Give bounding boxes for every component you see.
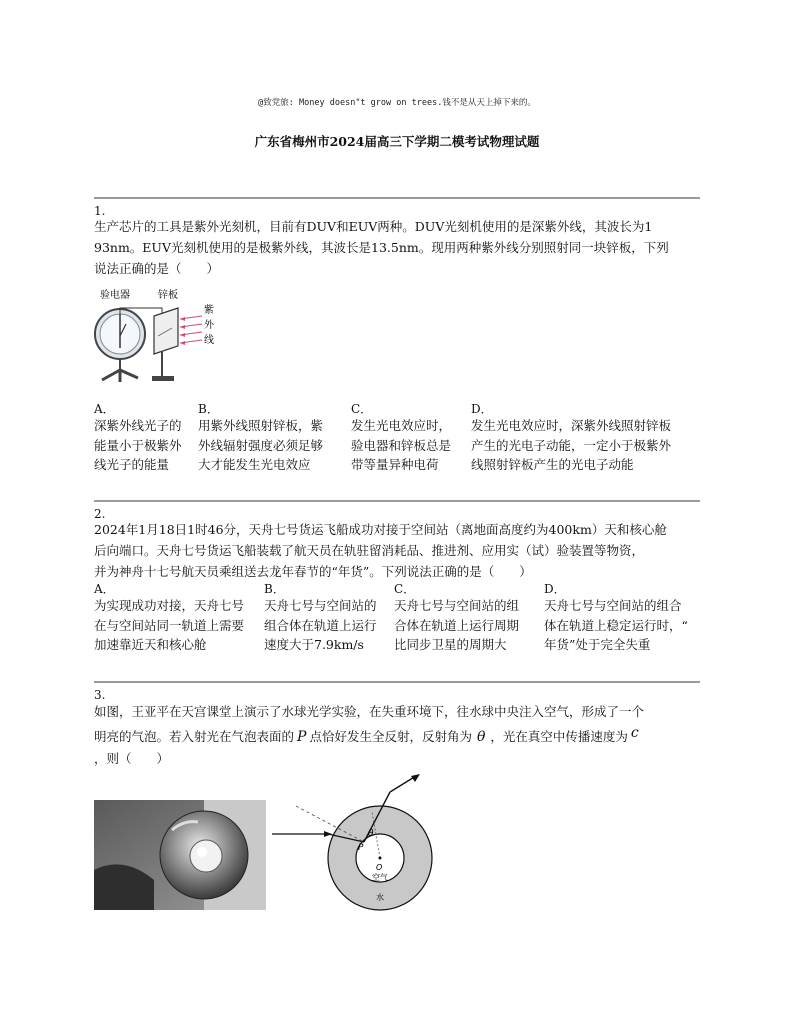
point-p-label: P xyxy=(358,843,364,853)
option-label: D． xyxy=(471,402,493,416)
option-label: C． xyxy=(394,582,416,596)
symbol-p: P xyxy=(297,729,307,745)
question-1-stem-line: 93nm。EUV光刻机使用的是极紫外线，其波长是13.5nm。现用两种紫外线分别照射同一块锌板，下列 xyxy=(94,240,669,255)
question-2-option-d[interactable]: D． 天舟七号与空间站的组合 体在轨道上稳定运行时，“ 年货”处于完全失重 xyxy=(544,582,700,655)
uv-label-char: 外 xyxy=(204,320,214,331)
question-1-stem xyxy=(94,216,700,279)
divider-q3 xyxy=(94,681,700,683)
question-1-option-d[interactable]: D． 发生光电效应时，深紫外线照射锌板 产生的光电子动能，一定小于极紫外 线照射锌板产生的光电子动能 xyxy=(471,402,700,475)
water-ball-photo xyxy=(94,800,266,910)
option-label: B． xyxy=(264,582,285,596)
question-1-option-b[interactable]: B． 用紫外线照射锌板，紫 外线辐射强度必须足够 大才能发生光电效应 xyxy=(198,402,348,475)
symbol-theta: θ xyxy=(476,729,486,745)
air-bubble xyxy=(190,840,222,872)
header-motto: @致党旅: Money doesn"t grow on trees.钱不是从天上掉下来的。 xyxy=(258,98,536,108)
question-2-stem-line: 并为神舟十七号航天员乘组送去龙年春节的“年货”。下列说法正确的是（ ） xyxy=(94,564,532,579)
option-label: B． xyxy=(198,402,219,416)
question-1-stem-line: 说法正确的是（ ） xyxy=(94,261,220,276)
water-label: 水 xyxy=(376,893,384,902)
zinc-plate-label: 锌板 xyxy=(158,290,178,301)
option-label: A． xyxy=(94,402,115,416)
theta-label: θ xyxy=(368,829,374,839)
question-3-stem-line: 如图，王亚平在天宫课堂上演示了水球光学实验，在失重环境下，往水球中央注入空气，形成了一个 xyxy=(94,704,645,719)
question-3-diagram xyxy=(266,766,446,916)
question-2-option-a[interactable]: A． 为实现成功对接，天舟七号 在与空间站同一轨道上需要 加速靠近天和核心舱 xyxy=(94,582,262,655)
center-o-label: O xyxy=(376,863,383,872)
option-label: C． xyxy=(351,402,373,416)
divider-q2 xyxy=(94,500,700,502)
question-3-stem-line: 明亮的气泡。若入射光在气泡表面的 P 点恰好发生全反射，反射角为 θ ，光在真空中传播速度为 c xyxy=(94,726,700,748)
question-2-option-c[interactable]: C． 天舟七号与空间站的组 合体在轨道上运行周期 比同步卫星的周期大 xyxy=(394,582,538,655)
air-label: 空气 xyxy=(372,873,388,882)
question-3-number: 3. xyxy=(94,688,106,702)
question-2-option-b[interactable]: B． 天舟七号与空间站的 组合体在轨道上运行 速度大于7.9km/s xyxy=(264,582,392,655)
question-3-stem-line: ，则（ ） xyxy=(94,751,170,766)
question-2-stem-line: 2024年1月18日1时46分，天舟七号货运飞船成功对接于空间站（离地面高度约为400km）天和核心舱 xyxy=(94,522,667,537)
question-1-option-c[interactable]: C． 发生光电效应时， 验电器和锌板总是 带等量异种电荷 xyxy=(351,402,467,475)
question-1-stem-line: 生产芯片的工具是紫外光刻机，目前有DUV和EUV两种。DUV光刻机使用的是深紫外线，其波长为1 xyxy=(94,219,653,234)
uv-label-char: 紫 xyxy=(204,305,214,316)
plate-base xyxy=(152,376,174,381)
electroscope-label: 验电器 xyxy=(100,290,130,301)
uv-label-char: 线 xyxy=(204,335,214,346)
question-2-stem-line: 后向端口。天舟七号货运飞船装载了航天员在轨驻留消耗品、推进剂、应用实（试）验装置等物资， xyxy=(94,543,645,558)
symbol-c: c xyxy=(630,725,639,741)
page-title: 广东省梅州市2024届高三下学期二模考试物理试题 xyxy=(254,134,540,149)
divider-q1 xyxy=(94,197,700,199)
question-3-stem xyxy=(94,701,700,769)
question-2-number: 2. xyxy=(94,507,106,521)
question-1-figure xyxy=(90,286,230,388)
question-1-option-a[interactable]: A． 深紫外线光子的 能量小于极紫外 线光子的能量 xyxy=(94,402,196,475)
tripod-leg xyxy=(102,370,120,380)
option-label: D． xyxy=(544,582,566,596)
option-label: A． xyxy=(94,582,115,596)
question-2-stem xyxy=(94,519,700,582)
question-1-number: 1. xyxy=(94,204,106,218)
tripod-leg xyxy=(120,370,138,378)
